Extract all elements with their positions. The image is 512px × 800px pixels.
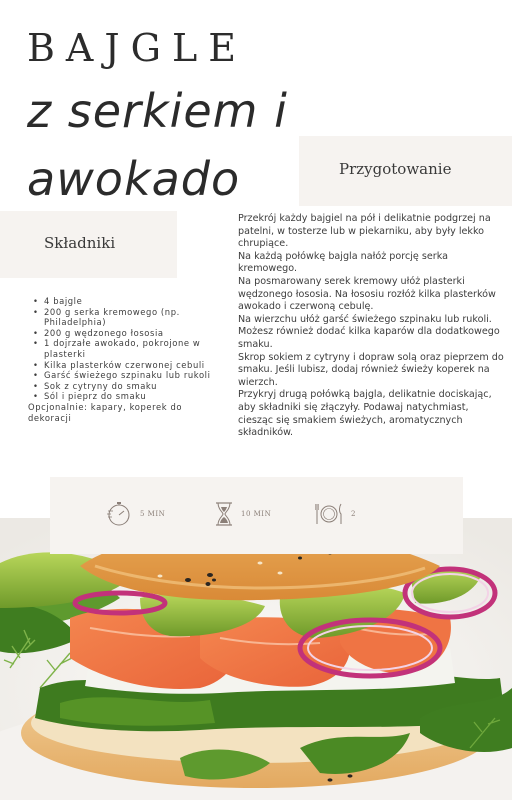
- step-1: Przekrój każdy bajgiel na pół i delikatnie podgrzej na patelni, w tosterze lub w piekarniku, aby były lekko chrupiące.: [238, 213, 491, 250]
- ingredient-item: • 200 g serka kremowego (np. Philadelphia): [44, 307, 223, 328]
- ingredient-item: • Sól i pieprz do smaku: [44, 391, 223, 402]
- prep-time-info: [106, 499, 165, 529]
- optional-note: Opcjonalnie: kapary, koperek do dekoracji: [28, 401, 183, 423]
- recipe-info-bar: [50, 477, 463, 554]
- preparation-heading: Przygotowanie: [339, 160, 452, 178]
- ingredient-item: • Sok z cytryny do smaku: [44, 381, 223, 392]
- ingredient-item: • 4 bajgle: [44, 296, 223, 307]
- preparation-heading-box: [299, 136, 512, 206]
- step-4: Na wierzchu ułóż garść świeżego szpinaku lub rukoli. Możesz również dodać kilka kaparów dla dodatkowego smaku.: [238, 313, 500, 350]
- ingredient-item: • 1 dojrzałe awokado, pokrojone w plasterki: [44, 338, 223, 359]
- cook-time-value: 10 MIN: [241, 510, 272, 518]
- servings-info: [315, 499, 356, 529]
- ingredients-list: [28, 296, 223, 423]
- ingredients-heading: Składniki: [44, 234, 116, 252]
- title-line-3: awokado: [27, 152, 241, 206]
- hourglass-icon: [215, 501, 233, 527]
- ingredient-item: • Kilka plasterków czerwonej cebuli: [44, 360, 223, 371]
- ingredient-item: • Garść świeżego szpinaku lub rukoli: [44, 370, 223, 381]
- ingredients-heading-box: [0, 211, 177, 278]
- bagel-photo: [0, 518, 512, 800]
- step-2: Na każdą połówkę bajgla nałóż porcję serka kremowego.: [238, 250, 448, 275]
- step-5: Skrop sokiem z cytryny i dopraw solą oraz pieprzem do smaku. Jeśli lubisz, dodaj również świeży koperek na wierzch.: [238, 351, 504, 388]
- title-line-1: BAJGLE: [27, 26, 247, 70]
- stopwatch-icon: [106, 501, 132, 527]
- cook-time-info: [215, 499, 271, 529]
- step-6: Przykryj drugą połówką bajgla, delikatnie dociskając, aby składniki się złączyły. Podawaj natychmiast, ciesząc się smakiem świeżych, aromatycznych składników.: [238, 389, 492, 439]
- servings-value: 2: [351, 510, 356, 518]
- preparation-steps: [238, 213, 504, 440]
- title-line-2: z serkiem i: [27, 84, 288, 138]
- plate-cutlery-icon: [315, 501, 343, 527]
- prep-time-value: 5 MIN: [140, 510, 166, 518]
- step-3: Na posmarowany serek kremowy ułóż plasterki wędzonego łososia. Na łososiu rozłóż kilka plasterków awokado i czerwoną cebulę.: [238, 275, 496, 313]
- ingredient-item: • 200 g wędzonego łososia: [44, 328, 223, 339]
